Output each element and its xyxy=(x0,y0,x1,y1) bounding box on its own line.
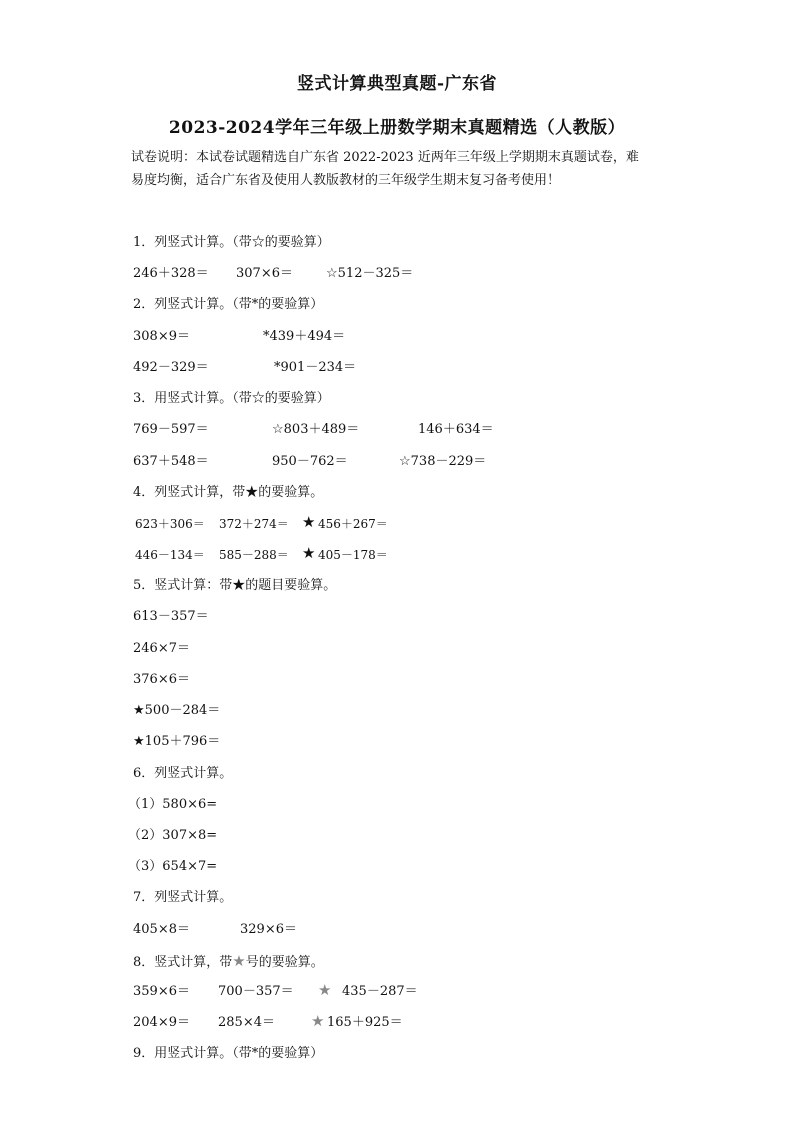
question-6-item: （3）654×7= xyxy=(128,859,218,874)
question-8-item: 359×6＝ xyxy=(133,984,190,999)
question-5-item: 376×6＝ xyxy=(133,672,190,687)
grey-star-icon: ★ xyxy=(311,1012,325,1030)
question-2-item: 492－329＝ xyxy=(133,360,209,375)
question-5-item: 613－357＝ xyxy=(133,609,209,624)
question-2-item: *901－234＝ xyxy=(274,360,357,375)
question-2-item: 308×9＝ xyxy=(133,329,190,344)
question-3-item: 146＋634＝ xyxy=(418,422,494,437)
solid-star-icon: ★ xyxy=(302,513,316,531)
question-4-item: 405－178＝ xyxy=(318,548,388,562)
question-6-item: （1）580×6= xyxy=(128,797,218,812)
intro-line-1: 试卷说明：本试卷试题精选自广东省 2022-2023 近两年三年级上学期期末真题试卷，难 xyxy=(131,150,639,165)
question-2-item: *439＋494＝ xyxy=(263,329,346,344)
intro-line-2: 易度均衡，适合广东省及使用人教版教材的三年级学生期末复习备考使用！ xyxy=(131,173,561,188)
question-3-item: 950－762＝ xyxy=(272,454,348,469)
question-4-item: 446－134＝ xyxy=(135,548,205,562)
question-3-item: ☆738－229＝ xyxy=(399,454,487,469)
question-3-item: 637＋548＝ xyxy=(133,454,209,469)
question-4-item: 585－288＝ xyxy=(219,548,289,562)
question-1-item: ☆512－325＝ xyxy=(326,266,414,281)
question-6-heading: 6．列竖式计算。 xyxy=(133,766,233,781)
question-8-heading xyxy=(133,952,324,972)
question-1-item: 307×6＝ xyxy=(236,266,293,281)
question-4-item: 623＋306＝ xyxy=(135,517,205,531)
question-7-heading: 7．列竖式计算。 xyxy=(133,890,233,905)
question-6-item: （2）307×8= xyxy=(128,828,218,843)
question-8-item: 204×9＝ xyxy=(133,1015,190,1030)
question-4-item: 456＋267＝ xyxy=(318,517,388,531)
question-5-item: ★500－284＝ xyxy=(133,703,221,718)
grey-star-icon: ★ xyxy=(232,952,246,970)
question-5-heading: 5．竖式计算：带★的题目要验算。 xyxy=(133,578,337,593)
question-8-item: 285×4＝ xyxy=(218,1015,275,1030)
question-3-item: 769－597＝ xyxy=(133,422,209,437)
question-1-item: 246＋328＝ xyxy=(133,266,209,281)
question-7-item: 329×6＝ xyxy=(240,922,297,937)
question-4-heading: 4．列竖式计算，带★的要验算。 xyxy=(133,485,324,500)
solid-star-icon: ★ xyxy=(302,544,316,562)
question-8-item: 700－357＝ xyxy=(218,984,294,999)
question-5-item: ★105＋796＝ xyxy=(133,734,221,749)
page-title: 竖式计算典型真题-广东省 xyxy=(296,74,498,94)
question-8-heading-pre: 8．竖式计算，带 xyxy=(133,955,233,970)
intro-text xyxy=(131,146,671,192)
question-3-item: ☆803＋489＝ xyxy=(272,422,360,437)
question-8-item: 435－287＝ xyxy=(342,984,418,999)
page-subtitle: 2023-2024学年三年级上册数学期末真题精选（人教版） xyxy=(168,118,626,138)
question-8-item: 165＋925＝ xyxy=(327,1015,403,1030)
question-7-item: 405×8＝ xyxy=(133,922,190,937)
question-4-item: 372＋274＝ xyxy=(219,517,289,531)
question-2-heading: 2．列竖式计算。（带*的要验算） xyxy=(133,297,324,312)
question-5-item: 246×7＝ xyxy=(133,641,190,656)
question-3-heading: 3．用竖式计算。（带☆的要验算） xyxy=(133,391,330,406)
question-8-heading-post: 号的要验算。 xyxy=(245,955,324,970)
question-1-heading: 1．列竖式计算。（带☆的要验算） xyxy=(133,235,330,250)
question-9-heading: 9．用竖式计算。（带*的要验算） xyxy=(133,1046,324,1061)
grey-star-icon: ★ xyxy=(318,981,332,999)
